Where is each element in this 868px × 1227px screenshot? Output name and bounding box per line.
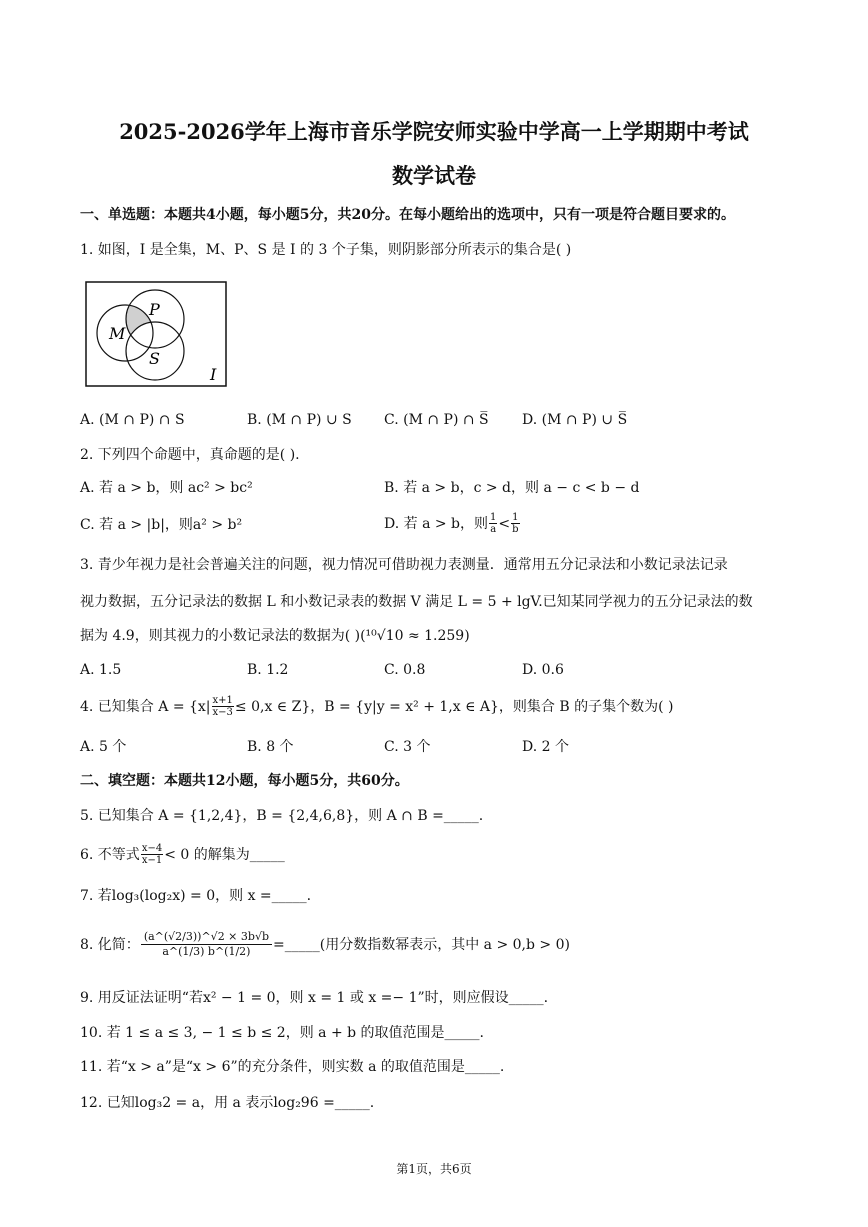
q2-option-d bbox=[384, 512, 521, 535]
q4-option-a: A. 5 个 bbox=[80, 739, 127, 755]
q1-option-b: B. (M ∩ P) ∪ S bbox=[247, 412, 352, 428]
q2-option-b: B. 若 a > b，c > d，则 a − c < b − d bbox=[384, 480, 640, 496]
question-12: 12. 已知log₃2 = a，用 a 表示log₂96 =_____. bbox=[80, 1095, 375, 1111]
q4-stem-a: 4. 已知集合 A = {x| bbox=[80, 698, 211, 715]
q4-option-d: D. 2 个 bbox=[522, 739, 569, 755]
q1-option-a: A. (M ∩ P) ∩ S bbox=[80, 412, 185, 428]
q8-denominator: a^(1/3) b^(1/2) bbox=[162, 945, 251, 958]
page-footer: 第1页，共6页 bbox=[396, 1162, 472, 1176]
q6-text-b: < 0 的解集为_____ bbox=[164, 846, 285, 863]
question-10: 10. 若 1 ≤ a ≤ 3, − 1 ≤ b ≤ 2，则 a + b 的取值范围是_____. bbox=[80, 1025, 484, 1041]
q4-stem-b: ≤ 0,x ∈ Z}，B = {y|y = x² + 1,x ∈ A}，则集合 B 的子集个数为( ) bbox=[234, 698, 674, 715]
question-7: 7. 若log₃(log₂x) = 0，则 x =_____. bbox=[80, 888, 312, 904]
q3-option-a: A. 1.5 bbox=[80, 662, 122, 678]
q8-text-b: =_____(用分数指数幂表示，其中 a > 0,b > 0) bbox=[273, 936, 570, 953]
q2-optd-frac2: $\frac{1}{b}$ bbox=[512, 512, 519, 535]
question-3-line2: 视力数据，五分记录法的数据 L 和小数记录表的数据 V 满足 L = 5 + lgV.已知某同学视力的五分记录法的数 bbox=[80, 594, 753, 610]
question-8 bbox=[80, 930, 570, 959]
venn-diagram bbox=[85, 281, 227, 387]
universal-set-rect bbox=[86, 282, 226, 386]
q8-frac bbox=[141, 930, 272, 959]
q2-optd-frac1: $\frac{1}{a}$ bbox=[490, 512, 497, 535]
question-2-stem: 2. 下列四个命题中，真命题的是( ). bbox=[80, 447, 300, 463]
question-9: 9. 用反证法证明“若x² − 1 = 0，则 x = 1 或 x =− 1”时，则应假设_____. bbox=[80, 990, 549, 1006]
question-3-line3: 据为 4.9，则其视力的小数记录法的数据为( )(¹⁰√10 ≈ 1.259) bbox=[80, 628, 470, 644]
q3-option-d: D. 0.6 bbox=[522, 662, 564, 678]
exam-subtitle: 数学试卷 bbox=[392, 163, 476, 188]
q4-frac: $\frac{x+1}{x-3}$ bbox=[212, 695, 233, 718]
q6-frac: $\frac{x-4}{x-1}$ bbox=[141, 843, 163, 866]
q3-option-b: B. 1.2 bbox=[247, 662, 289, 678]
question-11: 11. 若“x > a”是“x > 6”的充分条件，则实数 a 的取值范围是_____. bbox=[80, 1059, 505, 1075]
question-1-stem: 1. 如图，I 是全集，M、P、S 是 I 的 3 个子集，则阴影部分所表示的集合是( ) bbox=[80, 242, 572, 258]
question-4-stem bbox=[80, 695, 673, 718]
q2-option-c: C. 若 a > |b|，则a² > b² bbox=[80, 517, 243, 533]
label-i: I bbox=[210, 365, 217, 384]
question-5: 5. 已知集合 A = {1,2,4}，B = {2,4,6,8}，则 A ∩ B =_____. bbox=[80, 808, 484, 824]
label-p: P bbox=[149, 300, 160, 319]
question-3-line1: 3. 青少年视力是社会普遍关注的问题，视力情况可借助视力表测量．通常用五分记录法和小数记录法记录 bbox=[80, 557, 728, 573]
q2-option-a: A. 若 a > b，则 ac² > bc² bbox=[80, 480, 253, 496]
section-2-heading: 二、填空题：本题共12小题，每小题5分，共60分。 bbox=[80, 773, 409, 789]
label-m: M bbox=[109, 324, 126, 343]
q4-option-c: C. 3 个 bbox=[384, 739, 431, 755]
question-6 bbox=[80, 843, 285, 866]
section-1-heading: 一、单选题：本题共4小题，每小题5分，共20分。在每小题给出的选项中，只有一项是符合题目要求的。 bbox=[80, 207, 735, 223]
q1-option-c: C. (M ∩ P) ∩ S̅ bbox=[384, 412, 489, 428]
q8-numerator: (a^(√2/3))^√2 × 3b√b bbox=[141, 930, 272, 945]
q4-option-b: B. 8 个 bbox=[247, 739, 294, 755]
exam-title: 2025-2026学年上海市音乐学院安师实验中学高一上学期期中考试 bbox=[119, 119, 749, 144]
q1-option-d: D. (M ∩ P) ∪ S̅ bbox=[522, 412, 628, 428]
q2-optd-lt: < bbox=[498, 515, 511, 532]
q8-text-a: 8. 化简： bbox=[80, 936, 140, 953]
q3-option-c: C. 0.8 bbox=[384, 662, 426, 678]
label-s: S bbox=[149, 349, 160, 368]
q6-text-a: 6. 不等式 bbox=[80, 846, 140, 863]
q2-option-d-text: D. 若 a > b，则 bbox=[384, 515, 489, 532]
